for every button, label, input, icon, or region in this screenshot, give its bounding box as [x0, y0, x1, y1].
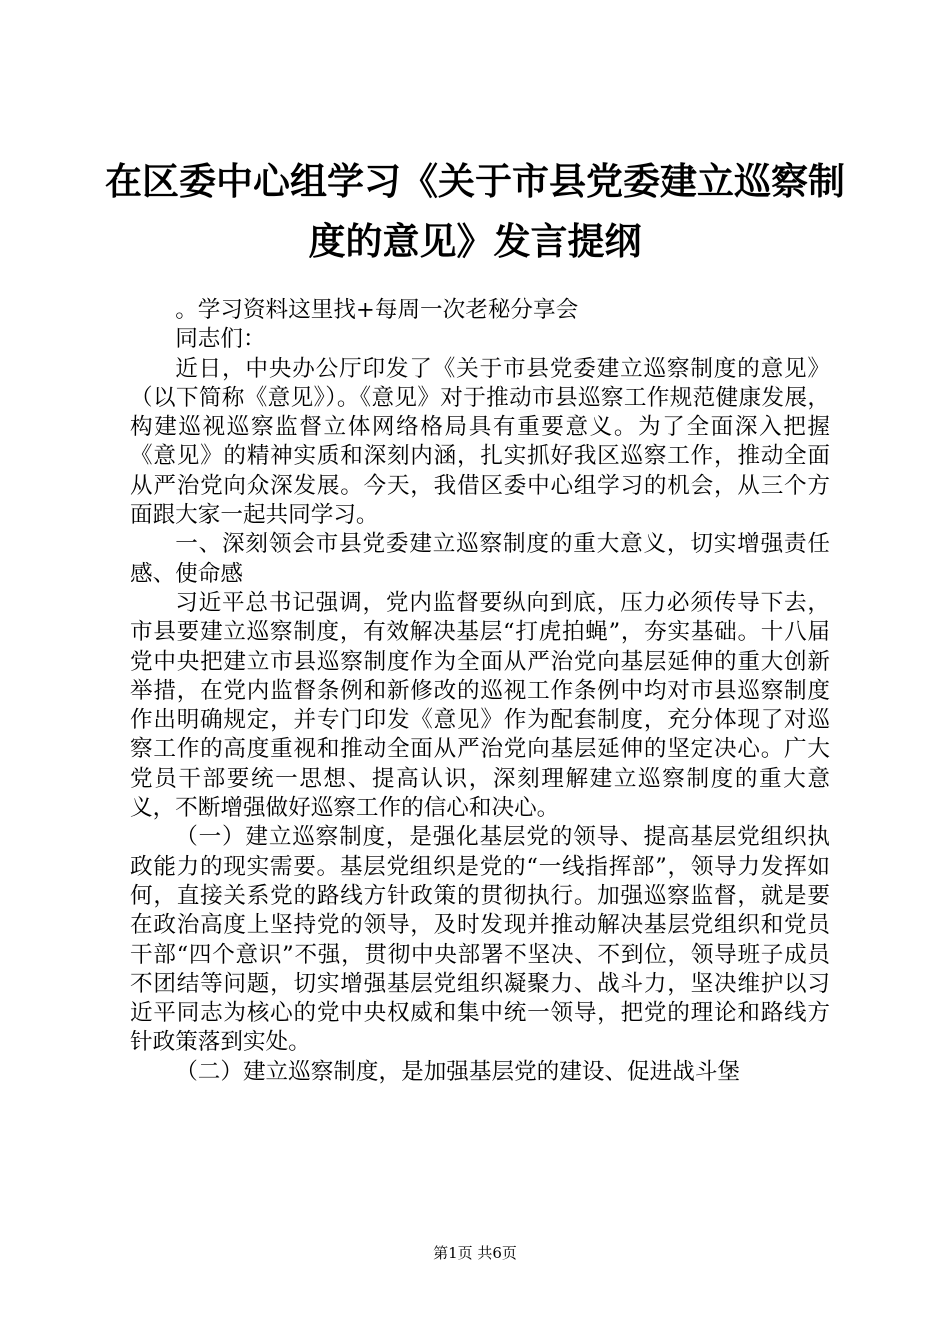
salutation: 同志们：	[175, 326, 266, 353]
paragraph: 近日，中央办公厅印发了《关于市县党委建立巡察制度的意见》（以下简称《意见》）。《意见》对于推动市县巡察工作规范健康发展，构建巡视巡察监督立体网络格局具有重要意义。为了全面深入把握《意见》的精神实质和深刻内涵，扎实抓好我区巡察工作，推动全面从严治党向众深发展。今天，我借区委中心组学习的机会，从三个方面跟大家一起共同学习。	[130, 355, 830, 529]
paragraph: （二）建立巡察制度，是加强基层党的建设、促进战斗堡	[175, 1058, 741, 1085]
document-title-line-1: 在区委中心组学习《关于市县党委建立巡察制	[105, 160, 845, 203]
intro-note: 。学习资料这里找+每周一次老秘分享会	[175, 297, 579, 323]
paragraph: 习近平总书记强调，党内监督要纵向到底，压力必须传导下去，市县要建立巡察制度，有效解决基层“打虎拍蝇”，夯实基础。十八届党中央把建立市县巡察制度作为全面从严治党向基层延伸的重大创新举措，在党内监督条例和新修改的巡视工作条例中均对市县巡察制度作出明确规定，并专门印发《意见》作为配套制度，充分体现了对巡察工作的高度重视和推动全面从严治党向基层延伸的坚定决心。广大党员干部要统一思想、提高认识，深刻理解建立巡察制度的重大意义，不断增强做好巡察工作的信心和决心。	[130, 589, 830, 822]
document-title-line-2: 度的意见》发言提纲	[308, 220, 642, 263]
paragraph: （一）建立巡察制度，是强化基层党的领导、提高基层党组织执政能力的现实需要。基层党组织是党的“一线指挥部”，领导力发挥如何，直接关系党的路线方针政策的贯彻执行。加强巡察监督，就是要在政治高度上坚持党的领导，及时发现并推动解决基层党组织和党员干部“四个意识”不强，贯彻中央部署不坚决、不到位，领导班子成员不团结等问题，切实增强基层党组织凝聚力、战斗力，坚决维护以习近平同志为核心的党中央权威和集中统一领导，把党的理论和路线方针政策落到实处。	[130, 824, 830, 1056]
section-heading: 一、深刻领会市县党委建立巡察制度的重大意义，切实增强责任感、使命感	[130, 531, 830, 587]
document-body	[130, 296, 830, 1087]
page-number-footer: 第1页 共6页	[433, 1244, 517, 1262]
